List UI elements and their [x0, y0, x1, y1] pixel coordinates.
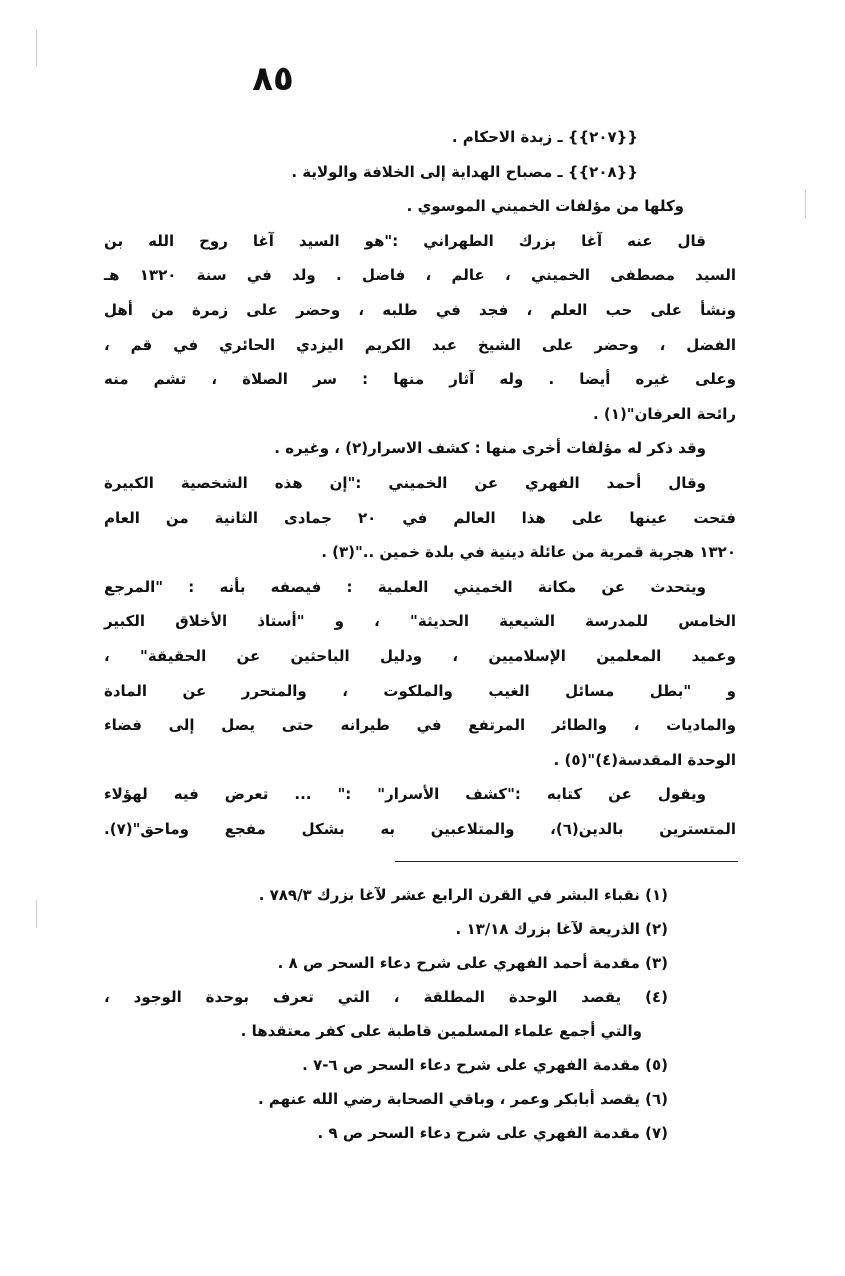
text-line: الوحدة المقدسة(٤)"(٥) .	[553, 750, 736, 769]
footnote: (٦) يقصد أبابكر وعمر ، وباقي الصحابة رضي الله عنهم .	[257, 1090, 668, 1108]
text-line: رائحة العرفان"(١) .	[593, 404, 736, 423]
text-line: السيد مصطفى الخميني ، عالم ، فاضل . ولد في سنة ١٣٢٠ هـ	[104, 266, 736, 285]
text-line: الخامس للمدرسة الشيعية الحديثة" ، و "أستاذ الأخلاق الكبير	[104, 612, 736, 631]
text-line: وعلى غيره أيضا . وله آثار منها : سر الصلاة ، تشم منه	[104, 370, 736, 389]
text-line: المتسترين بالدين(٦)، والمتلاعبين به بشكل مفجع وماحق"(٧).	[104, 819, 736, 838]
text-line: والماديات ، والطائر المرتفع في طيرانه حتى يصل إلى فضاء	[104, 716, 736, 735]
footnotes	[104, 878, 668, 1150]
footnote: (٢) الذريعة لآغا بزرك ١٣/١٨ .	[455, 920, 668, 938]
text-line: قال عنه آغا بزرك الطهراني :"هو السيد آغا روح الله بن	[104, 231, 706, 250]
text-line: فتحت عينها على هذا العالم في ٢٠ جمادى الثانية من العام	[104, 508, 737, 527]
text-line: الفضل ، وحضر على الشيخ عبد الكريم اليزدي الحائري في قم ،	[104, 335, 736, 354]
text-line: ونشأ على حب العلم ، فجد في طلبه ، وحضر على زمرة من أهل	[104, 300, 736, 319]
footnote: (٤) يقصد الوحدة المطلقة ، التي تعرف بوحدة الوجود ،	[104, 988, 668, 1006]
text-line: وقد ذكر له مؤلفات أخرى منها : كشف الاسرار(٢) ، وغيره .	[274, 439, 706, 458]
text-line: {{٢٠٧}} ـ زبدة الاحكام .	[451, 128, 638, 146]
scan-edge-mark	[805, 190, 806, 218]
text-line: {{٢٠٨}} ـ مصباح الهداية إلى الخلافة والولاية .	[291, 162, 638, 181]
text-line: و "بطل مسائل الغيب والملكوت ، والمتحرر عن المادة	[104, 681, 736, 700]
text-line: ويقول عن كتابه :"كشف الأسرار" :" ... تعرض فيه لهؤلاء	[104, 785, 706, 804]
footnote-continuation: والتي أجمع علماء المسلمين قاطبة على كفر معتقدها .	[240, 1022, 642, 1040]
footnote: (٧) مقدمة الفهري على شرح دعاء السحر ص ٩ .	[317, 1124, 668, 1142]
main-text	[104, 120, 736, 846]
footnote-divider	[395, 861, 738, 862]
page-number: ٨٥	[252, 59, 294, 99]
scan-edge-mark	[36, 900, 37, 928]
text-line: وعميد المعلمين الإسلاميين ، ودليل الباحثين عن الحقيقة" ،	[104, 646, 736, 665]
scan-edge-mark	[36, 30, 37, 66]
footnote: (١) نقباء البشر في القرن الرابع عشر لآغا بزرك ٧٨٩/٣ .	[258, 886, 668, 904]
footnote: (٥) مقدمة الفهري على شرح دعاء السحر ص ٦-٧ .	[302, 1056, 668, 1074]
footnote: (٣) مقدمة أحمد الفهري على شرح دعاء السحر ص ٨ .	[277, 954, 668, 972]
text-line: وقال أحمد الفهري عن الخميني :"إن هذه الشخصية الكبيرة	[104, 473, 706, 492]
text-line: وكلها من مؤلفات الخميني الموسوي .	[406, 197, 684, 216]
text-line: ويتحدث عن مكانة الخميني العلمية : فيصفه بأنه : "المرجع	[104, 577, 706, 596]
text-line: ١٣٢٠ هجرية قمرية من عائلة دينية في بلدة خمين .."(٣) .	[321, 543, 736, 562]
